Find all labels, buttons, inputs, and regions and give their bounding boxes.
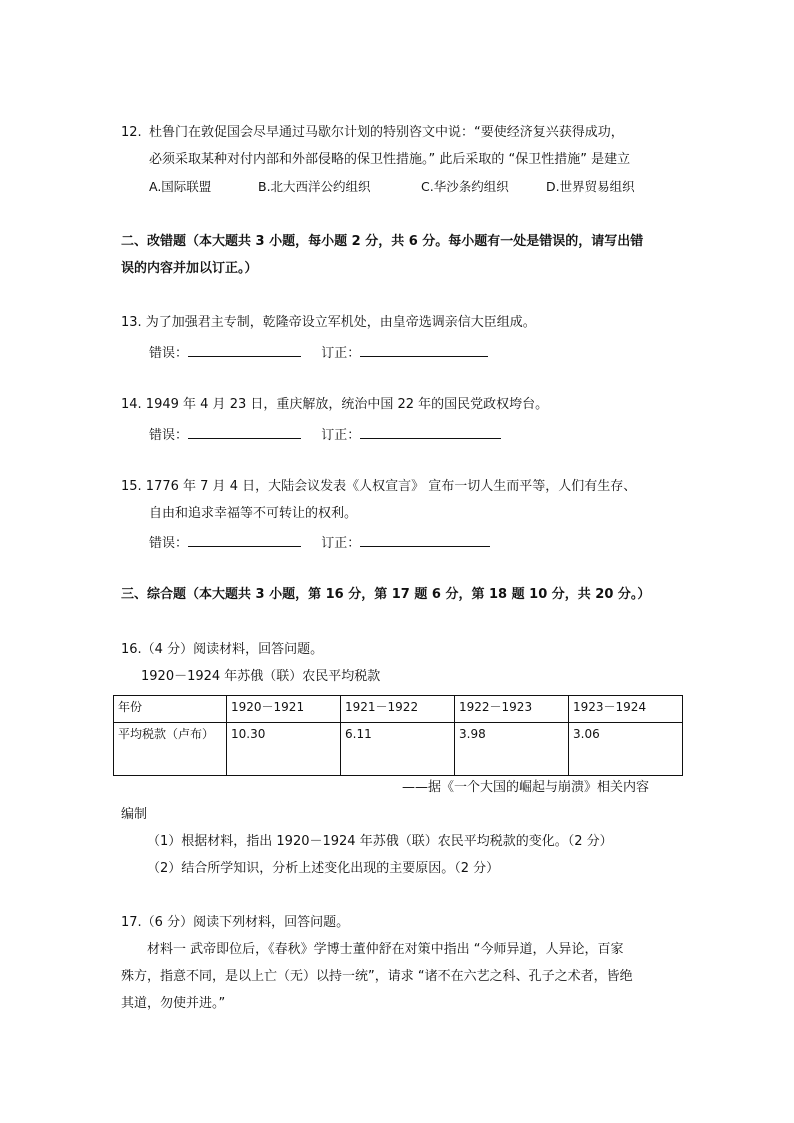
q15-fix-blank[interactable] [360, 532, 490, 547]
q17-material-line1: 材料一 武帝即位后，《春秋》学博士董仲舒在对策中指出 “今师异道，人异论，百家 [147, 942, 624, 957]
q16-source-line1: ——据《一个大国的崛起与崩溃》相关内容 [402, 780, 650, 795]
q15-stem-line2: 自由和追求幸福等不可转让的权利。 [149, 506, 358, 521]
q15-stem-line1: 15. 1776 年 7 月 4 日，大陆会议发表《人权宣言》 宣布一切人生而平等，人们有生存、 [121, 479, 637, 494]
table-cell: 10.30 [227, 723, 341, 776]
table-cell: 3.98 [455, 723, 569, 776]
q16-subquestion-1: （1）根据材料，指出 1920－1924 年苏俄（联）农民平均税款的变化。（2 分） [147, 834, 613, 849]
q12-stem-line1: 杜鲁门在敦促国会尽早通过马歇尔计划的特别咨文中说：“要使经济复兴获得成功， [149, 125, 624, 140]
table-cell: 年份 [114, 696, 227, 723]
q15-fix-label: 订正： [321, 536, 361, 551]
table-cell: 6.11 [341, 723, 455, 776]
section3-heading: 三、综合题（本大题共 3 小题，第 16 分，第 17 题 6 分，第 18 题 10 分，共 20 分。） [121, 587, 651, 602]
table-cell: 1921－1922 [341, 696, 455, 723]
q13-fix-blank[interactable] [360, 342, 488, 357]
section2-heading-line1: 二、改错题（本大题共 3 小题，每小题 2 分，共 6 分。每小题有一处是错误的，请写出错 [121, 234, 644, 249]
q17-material-line3: 其道，勿使并进。” [121, 996, 226, 1011]
q12-option-b: B.北大西洋公约组织 [258, 179, 371, 194]
q15-answer-row [149, 532, 490, 553]
q12-option-d: D.世界贸易组织 [546, 179, 635, 194]
q16-table-caption: 1920－1924 年苏俄（联）农民平均税款 [141, 669, 381, 684]
q14-fix-blank[interactable] [360, 424, 501, 439]
q12-option-c: C.华沙条约组织 [421, 179, 509, 194]
table-cell: 1920－1921 [227, 696, 341, 723]
q16-subquestion-2: （2）结合所学知识，分析上述变化出现的主要原因。（2 分） [147, 861, 500, 876]
q15-wrong-label: 错误： [149, 536, 189, 551]
q13-fix-label: 订正： [321, 346, 361, 361]
q17-intro: 17.（6 分）阅读下列材料，回答问题。 [121, 915, 350, 930]
table-header-row [114, 696, 683, 723]
table-cell: 3.06 [569, 723, 683, 776]
q17-material-line2: 殊方，指意不同，是以上亡（无）以持一统”，请求 “诸不在六艺之科、孔子之术者，皆绝 [121, 969, 633, 984]
q12-stem-line2: 必须采取某种对付内部和外部侵略的保卫性措施。” 此后采取的 “保卫性措施” 是建立 [149, 152, 631, 167]
tax-table [113, 695, 683, 776]
q14-stem: 14. 1949 年 4 月 23 日，重庆解放，统治中国 22 年的国民党政权垮台。 [121, 397, 549, 412]
q13-wrong-blank[interactable] [188, 342, 301, 357]
q14-fix-label: 订正： [321, 428, 361, 443]
q14-wrong-blank[interactable] [188, 424, 301, 439]
q13-answer-row [149, 342, 488, 363]
q16-intro: 16.（4 分）阅读材料，回答问题。 [121, 642, 324, 657]
table-row [114, 723, 683, 776]
q13-wrong-label: 错误： [149, 346, 189, 361]
q14-answer-row [149, 424, 501, 445]
table-cell: 1922－1923 [455, 696, 569, 723]
q15-wrong-blank[interactable] [188, 532, 301, 547]
q14-wrong-label: 错误： [149, 428, 189, 443]
table-cell: 1923－1924 [569, 696, 683, 723]
q16-source-line2: 编制 [121, 807, 148, 822]
table-cell: 平均税款（卢布） [114, 723, 227, 776]
q12-option-a: A.国际联盟 [149, 179, 212, 194]
q13-stem: 13. 为了加强君主专制，乾隆帝设立军机处，由皇帝选调亲信大臣组成。 [121, 315, 536, 330]
q12-number: 12. [121, 125, 142, 140]
section2-heading-line2: 误的内容并加以订正。） [121, 261, 258, 276]
